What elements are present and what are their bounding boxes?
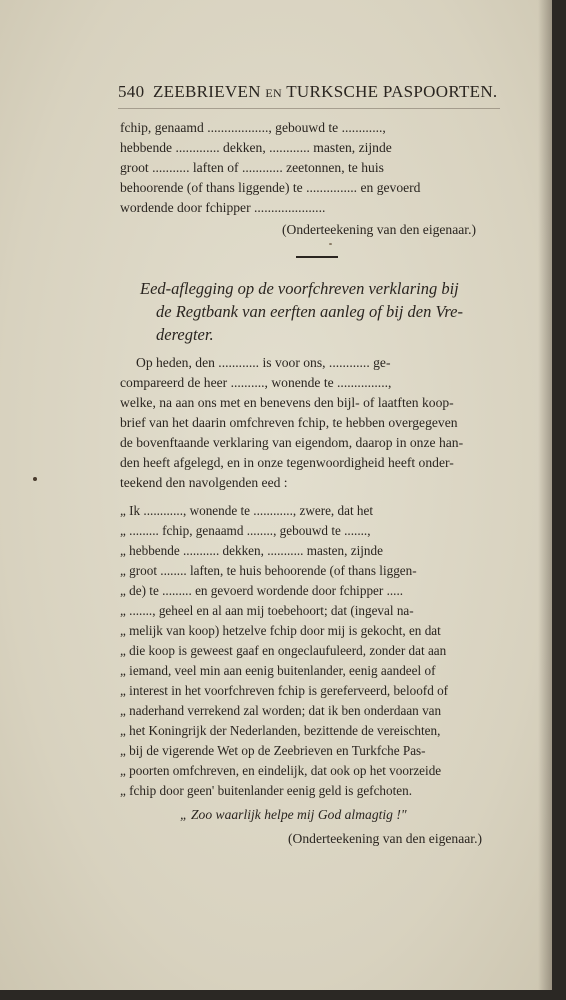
oath-line-10: „ interest in het voorfchreven fchip is gereferveerd, beloofd of <box>120 683 449 698</box>
oath-line-4: „ groot ........ laften, te huis behoorende (of thans liggen- <box>120 563 417 578</box>
section-divider <box>296 256 338 258</box>
oath-line-1: „ Ik ............, wonende te ............, zwere, dat het <box>120 503 374 518</box>
oath-line-11: „ naderhand verrekend zal worden; dat ik ben onderdaan van <box>120 703 442 718</box>
form-line-4: behoorende (of thans liggende) te ............... en gevoerd <box>120 180 421 195</box>
paragraph-line-1: Op heden, den ............ is voor ons, ............ ge- <box>136 355 391 370</box>
oath-line-2: „ ......... fchip, genaamd ........, gebouwd te ......., <box>120 523 371 538</box>
paragraph-line-6: den heeft afgelegd, en in onze tegenwoordigheid heeft onder- <box>120 455 454 470</box>
form-line-1: fchip, genaamd .................., gebouwd te ............, <box>120 120 386 135</box>
paragraph-line-3: welke, na aan ons met en benevens den bijl- of laatften koop- <box>120 395 454 410</box>
oath-line-13: „ bij de vigerende Wet op de Zeebrieven en Turkfche Pas- <box>120 743 426 758</box>
form-line-3: groot ........... laften of ............ zeetonnen, te huis <box>120 160 384 175</box>
header-rule <box>118 108 500 109</box>
paragraph-line-7: teekend den navolgenden eed : <box>120 475 288 490</box>
oath-line-3: „ hebbende ........... dekken, ........... masten, zijnde <box>120 543 383 558</box>
form-line-2: hebbende ............. dekken, ............ masten, zijnde <box>120 140 392 155</box>
oath-line-14: „ poorten omfchreven, en eindelijk, dat ook op het voorzeide <box>120 763 442 778</box>
section-heading-line-2: de Regtbank van eerften aanleg of bij den Vre- <box>156 302 463 321</box>
oath-line-5: „ de) te ......... en gevoerd wordende door fchipper ..... <box>120 583 404 598</box>
paragraph-line-4: brief van het daarin omfchreven fchip, te hebben overgegeven <box>120 415 458 430</box>
oath-line-12: „ het Koningrijk der Nederlanden, bezittende de vereischten, <box>120 723 441 738</box>
page-edge-shadow <box>538 0 552 990</box>
running-head <box>118 82 508 102</box>
ink-speck <box>329 243 332 245</box>
ink-spot <box>33 477 37 481</box>
oath-line-15: „ fchip door geen' buitenlander eenig geld is gefchoten. <box>120 783 413 798</box>
oath-line-7: „ melijk van koop) hetzelve fchip door mij is gekocht, en dat <box>120 623 441 638</box>
oath-line-9: „ iemand, veel min aan eenig buitenlander, eenig aandeel of <box>120 663 436 678</box>
section-heading-line-1: Eed-aflegging op de voorfchreven verklaring bij <box>140 279 459 298</box>
running-head-part1: ZEEBRIEVEN <box>152 82 261 101</box>
signature-owner-2: (Onderteekening van den eigenaar.) <box>288 831 482 846</box>
closing-oath: „ Zoo waarlijk helpe mij God almagtig !" <box>180 807 407 822</box>
paragraph-line-5: de bovenftaande verklaring van eigendom, daarop in onze han- <box>120 435 464 450</box>
form-line-5: wordende door fchipper ..................... <box>120 200 326 215</box>
section-heading-line-3: deregter. <box>156 325 214 344</box>
page-number: 540 <box>118 82 145 101</box>
oath-line-8: „ die koop is geweest gaaf en ongeclaufuleerd, zonder dat aan <box>120 643 447 658</box>
oath-line-6: „ ......., geheel en al aan mij toebehoort; dat (ingeval na- <box>120 603 414 618</box>
paragraph-line-2: compareerd de heer .........., wonende te ..............., <box>120 375 392 390</box>
running-head-part2: EN <box>265 86 282 100</box>
signature-owner-1: (Onderteekening van den eigenaar.) <box>282 222 476 237</box>
running-head-part3: TURKSCHE PASPOORTEN. <box>286 82 498 101</box>
